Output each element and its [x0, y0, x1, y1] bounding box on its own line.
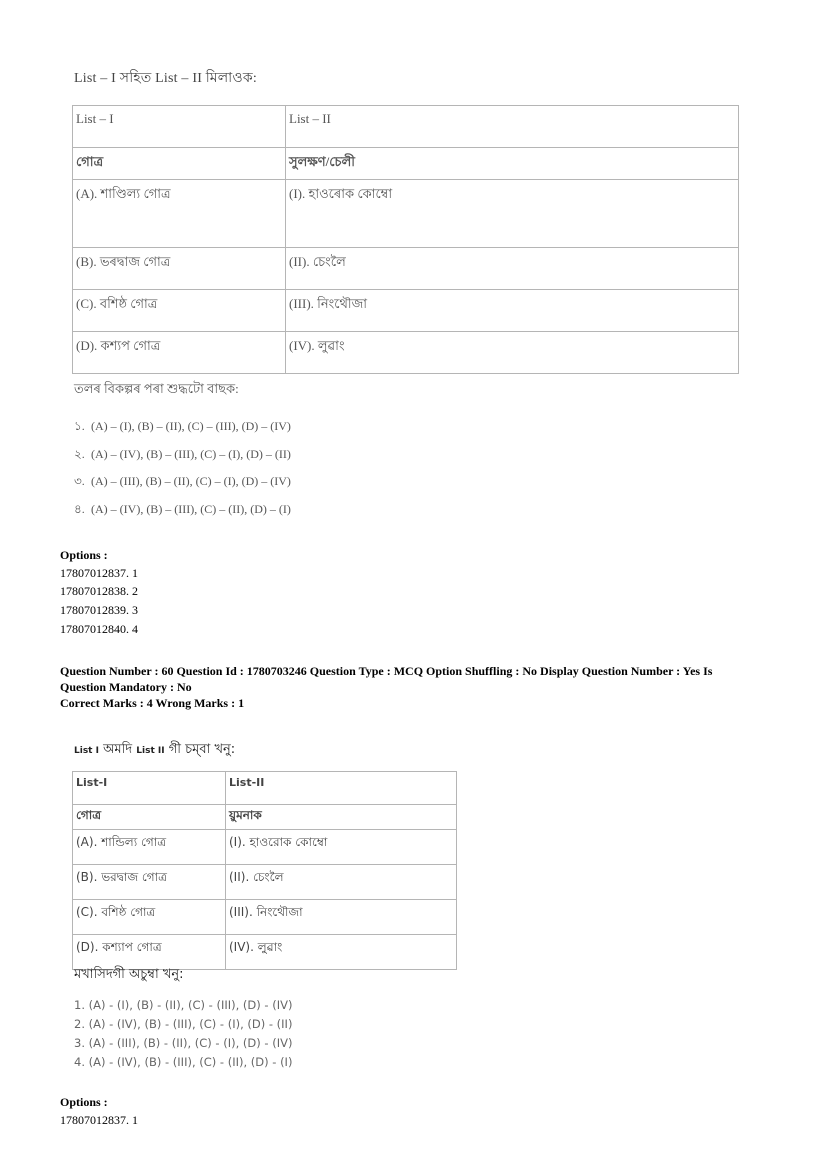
title-mid: অমদি	[98, 742, 137, 757]
choice-number: ২.	[74, 447, 85, 461]
table-cell-b: (B). ভৰদ্বাজ গোত্ৰ	[73, 248, 286, 290]
table-cell-iv: (IV). লুৱাং	[286, 332, 739, 374]
question-1-choice-4	[74, 501, 291, 521]
table-cell-i: (I). হাওৰোক কোম্বো	[286, 180, 739, 248]
table-subheader-left: গোত্ৰ	[73, 805, 226, 830]
choice-text: (A) – (III), (B) – (II), (C) – (I), (D) – (IV)	[91, 474, 291, 488]
table-subheader-right: য়ুমনাক	[226, 805, 457, 830]
table-cell-iii: (III). নিংথৌজা	[286, 290, 739, 332]
title-suffix: গী চম্‌বা খনু:	[164, 742, 236, 757]
table-cell-a: (A). শান্ডিল্য গোত্ৰ	[73, 830, 226, 865]
table-cell-i: (I). হাওরোক কোম্বো	[226, 830, 457, 865]
table-cell-iii: (III). নিংথৌজা	[226, 900, 457, 935]
choice-number: ১.	[74, 419, 85, 433]
question-marks: Correct Marks : 4 Wrong Marks : 1	[60, 696, 245, 710]
question-2-choice-1: 1. (A) - (I), (B) - (II), (C) - (III), (D) - (IV)	[74, 998, 293, 1012]
table-header-list-2: List – II	[286, 106, 739, 148]
table-cell-b: (B). ভরদ্বাজ গোত্ৰ	[73, 865, 226, 900]
question-1-instruction: তলৰ বিকল্পৰ পৰা শুদ্ধটো বাছক:	[74, 381, 239, 396]
option-item: 17807012838. 2	[60, 584, 138, 598]
options-label: Options :	[60, 1095, 108, 1109]
table-cell-a: (A). শাণ্ডিল্য গোত্ৰ	[73, 180, 286, 248]
table-cell-ii: (II). চেংলৈ	[226, 865, 457, 900]
table-subheader-left: গোত্ৰ	[73, 148, 286, 180]
choice-text: (A) – (I), (B) – (II), (C) – (III), (D) – (IV)	[91, 419, 291, 433]
choice-number: ৪.	[74, 502, 85, 516]
table-cell-d: (D). কশ্যপ গোত্ৰ	[73, 332, 286, 374]
question-2-instruction: মখাসিদগী অচুম্বা খনু:	[74, 967, 184, 982]
question-1-choice-2	[74, 446, 291, 466]
table-header-list-2: List-II	[226, 772, 457, 805]
question-2-choice-3: 3. (A) - (III), (B) - (II), (C) - (I), (D) - (IV)	[74, 1036, 293, 1050]
table-header-list-1: List-I	[73, 772, 226, 805]
question-2-match-table	[72, 771, 457, 970]
question-1-choice-1	[74, 418, 291, 438]
table-cell-c: (C). বশিষ্ঠ গোত্ৰ	[73, 290, 286, 332]
question-meta: Question Number : 60 Question Id : 1780703246 Question Type : MCQ Option Shuffling : No Display Question Number : Yes Is Question Mandatory : No	[60, 664, 713, 694]
table-cell-iv: (IV). লুৱাং	[226, 935, 457, 970]
table-cell-ii: (II). চেংলৈ	[286, 248, 739, 290]
question-1-choice-3	[74, 473, 291, 493]
table-header-list-1: List – I	[73, 106, 286, 148]
option-item: 17807012839. 3	[60, 603, 138, 617]
question-1-title: List – I সহিত List – II মিলাওক:	[74, 71, 258, 86]
option-item: 17807012840. 4	[60, 622, 138, 636]
choice-text: (A) – (IV), (B) – (III), (C) – (I), (D) – (II)	[91, 447, 291, 461]
option-item: 17807012837. 1	[60, 566, 138, 580]
table-cell-c: (C). বশিষ্ঠ গোত্ৰ	[73, 900, 226, 935]
choice-text: (A) – (IV), (B) – (III), (C) – (II), (D) – (I)	[91, 502, 291, 516]
table-subheader-right: সুলক্ষণ/চেলী	[286, 148, 739, 180]
question-1-match-table	[72, 105, 739, 374]
choice-number: ৩.	[74, 474, 85, 488]
table-cell-d: (D). কশ্যাপ গোত্ৰ	[73, 935, 226, 970]
option-item: 17807012837. 1	[60, 1113, 138, 1127]
question-2-title	[74, 740, 235, 761]
question-2-choice-2: 2. (A) - (IV), (B) - (III), (C) - (I), (D) - (II)	[74, 1017, 293, 1031]
title-list-2: List II	[136, 746, 165, 756]
question-2-choice-4: 4. (A) - (IV), (B) - (III), (C) - (II), (D) - (I)	[74, 1055, 293, 1069]
title-list-1: List I	[74, 746, 99, 756]
options-label: Options :	[60, 548, 108, 562]
